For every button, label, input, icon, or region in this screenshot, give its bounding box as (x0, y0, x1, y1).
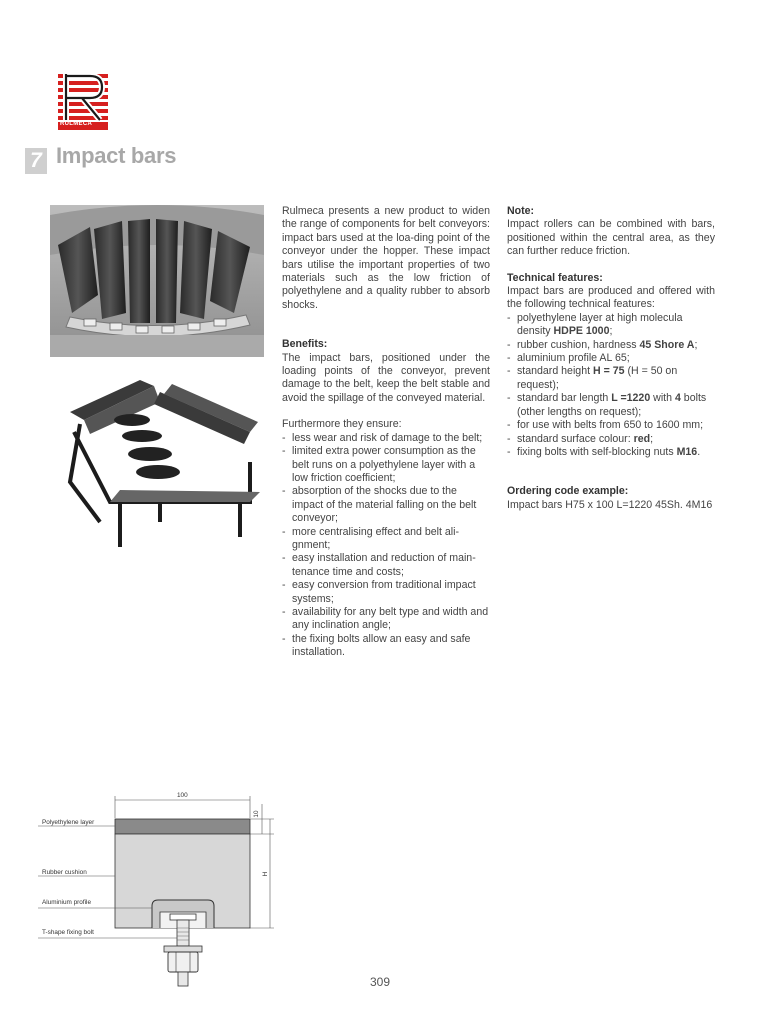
ordering-text: Impact bars H75 x 100 L=1220 45Sh. 4M16 (507, 498, 713, 511)
list-item: - aluminium profile AL 65; (507, 352, 715, 365)
rubber-cushion-label: Rubber cushion (42, 869, 87, 876)
list-item: - polyethylene layer at high molecula density HDPE 1000; (507, 312, 715, 339)
note-text: Impact rollers can be combined with bars, positioned within the central area, as they can further reduce friction. (507, 218, 715, 258)
list-item: - for use with belts from 650 to 1600 mm; (507, 419, 715, 432)
list-item: - easy installation and reduction of main-tenance time and costs; (282, 552, 490, 579)
technical-heading: Technical features: (507, 271, 603, 284)
column-right (507, 205, 715, 512)
chapter-number: 7 (25, 148, 47, 174)
list-item: - limited extra power consumption as the belt runs on a polyethylene layer with a low friction coefficient; (282, 445, 490, 485)
rulmeca-logo (56, 72, 110, 130)
impact-bars-photo (50, 205, 264, 357)
benefits-list (282, 432, 490, 660)
list-item: - less wear and risk of damage to the belt; (282, 432, 490, 445)
height-dimension-label: H (262, 871, 269, 877)
top-dimension-label: 10 (253, 810, 260, 818)
list-item: - standard surface colour: red; (507, 433, 715, 446)
logo-text: RULMECA (60, 121, 93, 127)
list-item: - the fixing bolts allow an easy and safe installation. (282, 633, 490, 660)
benefits-text: The impact bars, positioned under the loading points of the conveyor, prevent damage to the belt, keep the belt stable and avoid the spillage of the conveyed material. (282, 351, 490, 404)
impact-cradle-photo (50, 372, 264, 552)
list-item: - standard bar length L =1220 with 4 bolts (other lengths on request); (507, 392, 715, 419)
cross-section-diagram (34, 788, 294, 1010)
list-item: - absorption of the shocks due to the impact of the material falling on the belt conveyor; (282, 485, 490, 525)
aluminium-profile-label: Aluminium profile (42, 899, 92, 906)
t-shape-bolt-label: T-shape fixing bolt (42, 929, 94, 936)
ensure-intro: Furthermore they ensure: (282, 418, 402, 431)
polyethylene-layer-label: Polyethylene layer (42, 819, 95, 826)
page-title: Impact bars (56, 143, 177, 168)
benefits-heading: Benefits: (282, 338, 328, 351)
list-item: - more centralising effect and belt ali-gnment; (282, 526, 490, 553)
intro-paragraph: Rulmeca presents a new product to widen the range of components for belt conveyors: impact bars used at the loa-ding point of the conveyor under the hopper. These impact bars utilise the important properties of two materials such as the low friction of polyethylene and a quality rubber to absorb shocks. (282, 205, 490, 311)
column-left (282, 205, 490, 660)
list-item: - standard height H = 75 (H = 50 on request); (507, 365, 715, 392)
technical-intro: Impact bars are produced and offered with the following technical features: (507, 285, 715, 311)
list-item: - fixing bolts with self-blocking nuts M16. (507, 446, 715, 459)
page-number: 309 (370, 975, 391, 989)
width-dimension-label: 100 (177, 792, 188, 799)
list-item: - rubber cushion, hardness 45 Shore A; (507, 339, 715, 352)
list-item: - availability for any belt type and width and any inclination angle; (282, 606, 490, 633)
list-item: - easy conversion from traditional impact systems; (282, 579, 490, 606)
note-heading: Note: (507, 205, 535, 217)
technical-list (507, 312, 715, 459)
ordering-heading: Ordering code example: (507, 485, 629, 498)
